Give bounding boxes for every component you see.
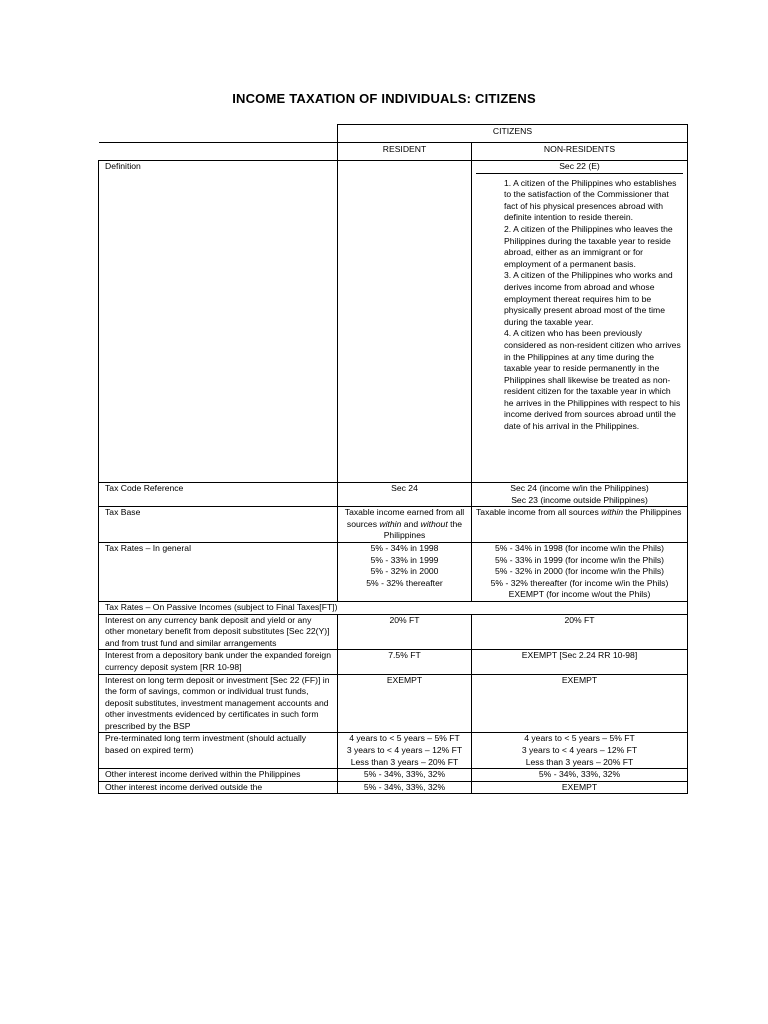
passive-nonresident: EXEMPT [472, 781, 688, 794]
passive-label: Other interest income derived within the Philippines [99, 769, 338, 782]
definition-item: 2. A citizen of the Philippines who leaves the Philippines during the taxable year to reside abroad, either as an immigrant or for employment of a permanent basis. [504, 223, 673, 269]
tax-code-nonresident: Sec 24 (income w/in the Philippines) Sec 23 (income outside Philippines) [472, 483, 688, 507]
rates-general-nonresident: 5% - 34% in 1998 (for income w/in the Phils) 5% - 33% in 1999 (for income w/in the Phils) 5% - 32% in 2000 (for income w/in the Phils) 5% - 32% thereafter (for income w/in the Phils) EXEMPT (for income w/out the Phils) [472, 542, 688, 601]
definition-list [474, 178, 685, 433]
page-title: INCOME TAXATION OF INDIVIDUALS: CITIZENS [232, 91, 536, 106]
resident-header: RESIDENT [338, 143, 472, 161]
citizens-header: CITIZENS [338, 125, 688, 143]
passive-resident: 5% - 34%, 33%, 32% [338, 781, 472, 794]
passive-resident: 5% - 34%, 33%, 32% [338, 769, 472, 782]
income-tax-table [98, 124, 688, 794]
definition-label: Definition [99, 161, 338, 483]
passive-nonresident: 4 years to < 5 years – 5% FT 3 years to < 4 years – 12% FT Less than 3 years – 20% FT [472, 733, 688, 769]
definition-row [99, 161, 688, 483]
rates-general-resident: 5% - 34% in 1998 5% - 33% in 1999 5% - 32% in 2000 5% - 32% thereafter [338, 542, 472, 601]
header-blank-2 [99, 143, 338, 161]
header-row-columns [99, 143, 688, 161]
table-row [99, 614, 688, 650]
passive-label: Interest on any currency bank deposit and yield or any other monetary benefit from deposit substitutes [Sec 22(Y)] and from trust fund and similar arrangements [99, 614, 338, 650]
passive-nonresident: 20% FT [472, 614, 688, 650]
table-row [99, 769, 688, 782]
definition-nonresident [472, 161, 688, 483]
passive-resident: 4 years to < 5 years – 5% FT 3 years to < 4 years – 12% FT Less than 3 years – 20% FT [338, 733, 472, 769]
header-row-group [99, 125, 688, 143]
tax-base-resident: Taxable income earned from all sources within and without the Philippines [338, 507, 472, 543]
tax-base-label: Tax Base [99, 507, 338, 543]
passive-label: Pre-terminated long term investment (should actually based on expired term) [99, 733, 338, 769]
passive-label: Interest from a depository bank under the expanded foreign currency deposit system [RR 10-98] [99, 650, 338, 674]
passive-resident: EXEMPT [338, 674, 472, 733]
passive-label: Interest on long term deposit or investment [Sec 22 (FF)] in the form of savings, common or individual trust funds, deposit substitutes, investment management accounts and other investments evidenced by certificates in such form prescribed by the BSP [99, 674, 338, 733]
passive-header-row [99, 601, 688, 614]
definition-item: 4. A citizen who has been previously considered as non-resident citizen who arrives in the Philippines at any time during the taxable year to reside permanently in the Philippines shall likewise be treated as non-resident citizen for the taxable year in which he arrives in the Philippines with respect to his income derived from sources abroad until the date of his arrival in the Philippines. [504, 328, 681, 432]
tax-base-row [99, 507, 688, 543]
passive-resident: 7.5% FT [338, 650, 472, 674]
passive-header: Tax Rates – On Passive Incomes (subject to Final Taxes[FT]) [99, 601, 688, 614]
rates-general-label: Tax Rates – In general [99, 542, 338, 601]
table-row [99, 650, 688, 674]
tax-code-row [99, 483, 688, 507]
definition-resident [338, 161, 472, 483]
definition-section-ref: Sec 22 (E) [476, 161, 683, 174]
table-row [99, 781, 688, 794]
table-row [99, 674, 688, 733]
nonresident-header: NON-RESIDENTS [472, 143, 688, 161]
tax-code-label: Tax Code Reference [99, 483, 338, 507]
passive-resident: 20% FT [338, 614, 472, 650]
tax-code-resident: Sec 24 [338, 483, 472, 507]
passive-label: Other interest income derived outside the [99, 781, 338, 794]
definition-item: 1. A citizen of the Philippines who establishes to the satisfaction of the Commissioner that fact of his physical presences abroad with definite intention to reside therein. [504, 177, 677, 223]
passive-nonresident: 5% - 34%, 33%, 32% [472, 769, 688, 782]
tax-base-nonresident: Taxable income from all sources within the Philippines [472, 507, 688, 543]
header-blank [99, 125, 338, 143]
rates-general-row [99, 542, 688, 601]
table-row [99, 733, 688, 769]
passive-nonresident: EXEMPT [472, 674, 688, 733]
definition-item: 3. A citizen of the Philippines who works and derives income from abroad and whose employment thereat requires him to be physically present abroad most of the time during the taxable year. [504, 270, 673, 327]
passive-nonresident: EXEMPT [Sec 2.24 RR 10-98] [472, 650, 688, 674]
